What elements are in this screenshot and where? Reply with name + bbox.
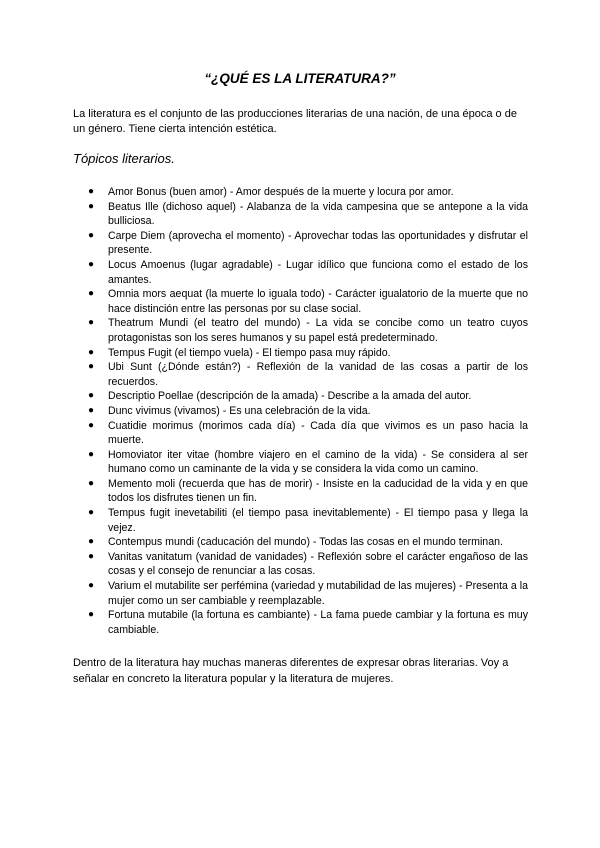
list-item <box>73 185 528 200</box>
list-item <box>73 404 528 419</box>
bullet-icon: ● <box>88 404 95 416</box>
topic-text: Beatus Ille (dichoso aquel) - Alabanza de la vida campesina que se antepone a la vida bulliciosa. <box>108 200 528 228</box>
list-item <box>73 346 528 361</box>
list-item <box>73 316 528 345</box>
topic-text: Omnia mors aequat (la muerte lo iguala todo) - Carácter igualatorio de la muerte que no hace distinción entre las personas por su clase social. <box>108 288 528 315</box>
bullet-icon: ● <box>88 419 95 431</box>
topics-list <box>73 185 528 637</box>
bullet-icon: ● <box>88 550 95 562</box>
topic-text: Tempus Fugit (el tiempo vuela) - El tiempo pasa muy rápido. <box>108 346 391 359</box>
list-item <box>73 535 528 550</box>
topic-text: Descriptio Poellae (descripción de la amada) - Describe a la amada del autor. <box>108 390 472 403</box>
bullet-icon: ● <box>88 477 95 489</box>
section-title-topicos: Tópicos literarios. <box>73 151 175 166</box>
topic-text: Locus Amoenus (lugar agradable) - Lugar idílico que funciona como el estado de los amantes. <box>108 258 528 286</box>
topic-text: Ubi Sunt (¿Dónde están?) - Reflexión de la vanidad de las cosas a partir de los recuerdos. <box>108 361 528 388</box>
bullet-icon: ● <box>88 361 95 373</box>
topic-text: Amor Bonus (buen amor) - Amor después de la muerte y locura por amor. <box>108 186 454 198</box>
topic-text: Contempus mundi (caducación del mundo) - Todas las cosas en el mundo terminan. <box>108 536 503 549</box>
topic-text: Dunc vivimus (vivamos) - Es una celebración de la vida. <box>108 404 371 417</box>
list-item <box>73 477 528 506</box>
bullet-icon: ● <box>88 536 95 548</box>
bullet-icon: ● <box>88 200 95 212</box>
list-item <box>73 200 528 229</box>
list-item <box>73 229 528 258</box>
bullet-icon: ● <box>88 258 95 270</box>
bullet-icon: ● <box>88 609 95 621</box>
bullet-icon: ● <box>88 507 95 519</box>
list-item <box>73 419 528 448</box>
list-item <box>73 550 528 579</box>
list-item <box>73 389 528 404</box>
topic-text: Homoviator iter vitae (hombre viajero en el camino de la vida) - Se considera al ser humano como un caminante de la vida y se considera la vida como un camino. <box>108 448 528 476</box>
list-item <box>73 287 528 316</box>
bullet-icon: ● <box>88 448 95 460</box>
topic-text: Memento moli (recuerda que has de morir) - Insiste en la caducidad de la vida y en que todos los disfrutes tienen un fin. <box>108 477 528 505</box>
closing-paragraph: Dentro de la literatura hay muchas maneras diferentes de expresar obras literarias. Voy a señalar en concreto la literatura popular y la literatura de mujeres. <box>73 657 509 685</box>
bullet-icon: ● <box>88 346 95 358</box>
bullet-icon: ● <box>88 229 95 241</box>
topic-text: Varium el mutabilite ser perfémina (variedad y mutabilidad de las mujeres) - Presenta a la mujer como un ser cambiable y reemplazable. <box>108 580 528 607</box>
topic-text: Cuatidie morimus (morimos cada día) - Cada día que vivimos es un paso hacia la muerte. <box>108 419 528 447</box>
topic-text: Carpe Diem (aprovecha el momento) - Aprovechar todas las oportunidades y disfrutar el presente. <box>108 229 528 257</box>
bullet-icon: ● <box>88 288 95 300</box>
intro-paragraph: La literatura es el conjunto de las producciones literarias de una nación, de una época o de un género. Tiene cierta intención estética. <box>73 108 517 135</box>
bullet-icon: ● <box>88 317 95 329</box>
bullet-icon: ● <box>88 390 95 402</box>
list-item <box>73 579 528 608</box>
topic-text: Fortuna mutabile (la fortuna es cambiante) - La fama puede cambiar y la fortuna es muy cambiable. <box>108 609 528 636</box>
topic-text: Theatrum Mundi (el teatro del mundo) - La vida se concibe como un teatro cuyos protagonistas son los seres humanos y su papel está predeterminado. <box>108 317 528 344</box>
page-title: “¿QUÉ ES LA LITERATURA?” <box>204 71 396 86</box>
topic-text: Vanitas vanitatum (vanidad de vanidades) - Reflexión sobre el carácter engañoso de las cosas y el consejo de renunciar a las cosas. <box>108 550 528 578</box>
bullet-icon: ● <box>88 580 95 592</box>
list-item <box>73 448 528 477</box>
list-item <box>73 506 528 535</box>
list-item <box>73 360 528 389</box>
topic-text: Tempus fugit inevetabiliti (el tiempo pasa inevitablemente) - El tiempo pasa y llega la vejez. <box>108 507 528 534</box>
bullet-icon: ● <box>88 186 95 197</box>
list-item <box>73 608 528 637</box>
list-item <box>73 258 528 287</box>
